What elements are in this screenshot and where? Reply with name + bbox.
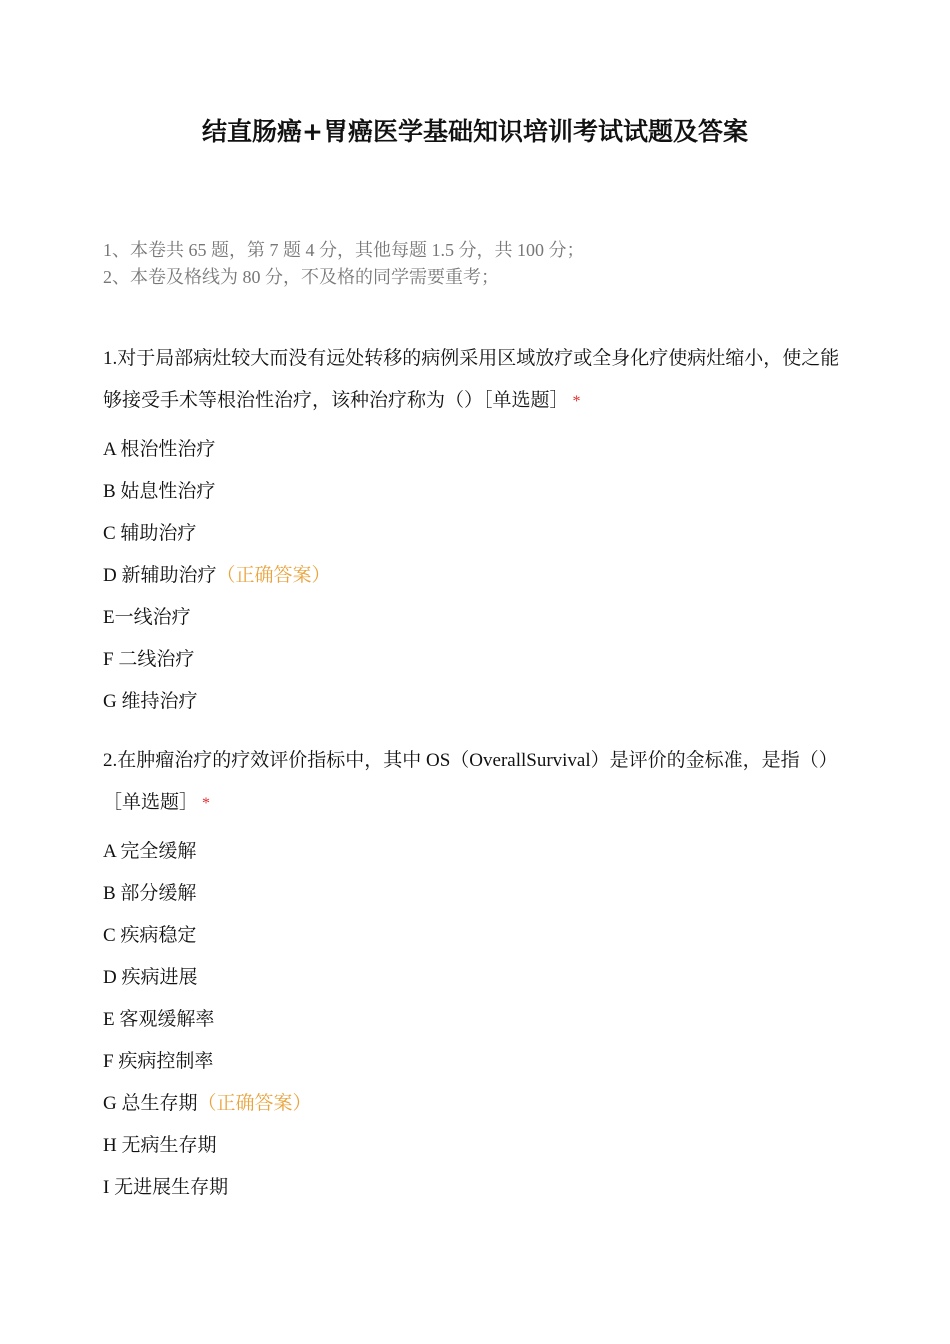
option-label: C 辅助治疗 [103,523,197,544]
correct-answer-tag: （正确答案） [216,565,331,586]
option-b[interactable] [103,471,848,513]
option-g[interactable] [103,1083,848,1125]
option-label: G 总生存期 [103,1093,198,1114]
exam-note: 1、本卷共 65 题，第 7 题 4 分，其他每题 1.5 分，共 100 分； [103,240,585,260]
question-stem [103,338,848,423]
option-d[interactable] [103,555,848,597]
option-c[interactable] [103,513,848,555]
option-label: E 客观缓解率 [103,1009,215,1030]
option-i[interactable] [103,1167,848,1209]
option-b[interactable] [103,873,848,915]
option-label: G 维持治疗 [103,691,198,712]
correct-answer-tag: （正确答案） [197,1093,312,1114]
option-label: C 疾病稳定 [103,925,197,946]
question-1 [103,338,848,723]
option-g[interactable] [103,681,848,723]
option-h[interactable] [103,1125,848,1167]
question-stem-text: 1.对于局部病灶较大而没有远处转移的病例采用区域放疗或全身化疗使病灶缩小，使之能够接受手术等根治性治疗，该种治疗称为（）［单选题］ [103,348,840,411]
option-label: D 新辅助治疗 [103,565,217,586]
option-label: E一线治疗 [103,607,191,628]
option-c[interactable] [103,915,848,957]
option-label: A 根治性治疗 [103,439,216,460]
required-mark: * [572,393,581,410]
option-a[interactable] [103,429,848,471]
required-mark: * [202,795,211,812]
option-label: H 无病生存期 [103,1135,217,1156]
option-a[interactable] [103,831,848,873]
option-label: D 疾病进展 [103,967,198,988]
option-e[interactable] [103,999,848,1041]
option-f[interactable] [103,639,848,681]
option-label: I 无进展生存期 [103,1177,229,1198]
question-stem-text: 2.在肿瘤治疗的疗效评价指标中，其中 OS（OverallSurvival）是评价的金标准，是指（）［单选题］ [103,750,838,813]
option-label: A 完全缓解 [103,841,197,862]
option-label: B 部分缓解 [103,883,197,904]
question-2 [103,740,848,1209]
option-f[interactable] [103,1041,848,1083]
exam-notes [103,237,863,291]
document-title: 结直肠癌+胃癌医学基础知识培训考试试题及答案 [202,117,748,146]
option-label: F 疾病控制率 [103,1051,214,1072]
options-list [103,831,848,1209]
option-label: F 二线治疗 [103,649,195,670]
exam-note: 2、本卷及格线为 80 分，不及格的同学需要重考； [103,267,499,287]
question-stem [103,740,848,825]
option-e[interactable] [103,597,848,639]
option-d[interactable] [103,957,848,999]
option-label: B 姑息性治疗 [103,481,216,502]
options-list [103,429,848,723]
